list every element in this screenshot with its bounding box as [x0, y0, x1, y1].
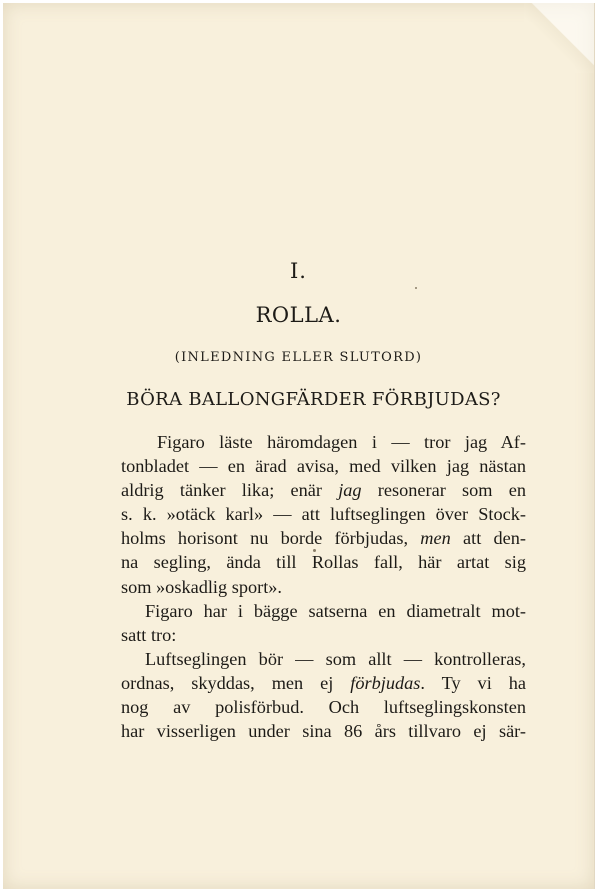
- text-run: nog av polisförbud. Och luftseglingskonsten: [121, 697, 526, 718]
- text-line: [121, 575, 526, 599]
- text-run: Figaro läste häromdagen i — tror jag Af-: [157, 432, 526, 452]
- text-line: [121, 599, 526, 623]
- text-run: tonbladet — en ärad avisa, med vilken jag nästan: [121, 456, 526, 477]
- text-line: [121, 478, 526, 502]
- text-line: [121, 502, 526, 526]
- body-text: [121, 430, 526, 743]
- text-run: Luftseglingen bör — som allt — kontrolleras,: [145, 648, 526, 669]
- text-line: [121, 719, 526, 743]
- text-run: holms horisont nu borde förbjudas,: [121, 528, 421, 549]
- text-line: [121, 647, 526, 671]
- text-run: resonerar som en: [361, 480, 526, 501]
- italic-text-run: men: [420, 528, 451, 549]
- text-run: . Ty vi ha: [420, 672, 526, 693]
- text-line: [121, 623, 526, 647]
- chapter-number: I.: [290, 259, 307, 283]
- paper-speck: [415, 287, 417, 289]
- text-run: satt tro:: [121, 624, 177, 645]
- italic-text-run: förbjudas: [350, 672, 421, 693]
- text-run: ordnas, skyddas, men ej: [121, 672, 351, 693]
- text-run: aldrig tänker lika; enär: [121, 480, 339, 501]
- paper-speck: [313, 549, 316, 552]
- text-line: [121, 526, 526, 550]
- page-corner-fold: [524, 3, 594, 73]
- italic-text-run: jag: [338, 480, 362, 501]
- text-run: som »oskadlig sport».: [121, 576, 282, 597]
- chapter-title: ROLLA.: [255, 303, 342, 327]
- chapter-subtitle: (INLEDNING ELLER SLUTORD): [174, 350, 423, 365]
- text-run: Figaro har i bägge satserna en diametralt mot-: [145, 600, 526, 621]
- text-line: [121, 695, 526, 719]
- section-heading: BÖRA BALLONGFÄRDER FÖRBJUDAS?: [126, 389, 501, 410]
- text-line: [121, 454, 526, 478]
- text-run: na segling, ända till Rollas fall, här artat sig: [121, 552, 526, 573]
- text-run: att den-: [450, 528, 526, 549]
- text-line: [121, 671, 526, 695]
- text-line: [121, 430, 526, 454]
- text-run: har visserligen under sina 86 års tillvaro ej sär-: [121, 721, 526, 742]
- text-line: [121, 550, 526, 574]
- text-run: s. k. »otäck karl» — att luftseglingen över Stock-: [121, 504, 526, 525]
- book-page: [3, 3, 595, 889]
